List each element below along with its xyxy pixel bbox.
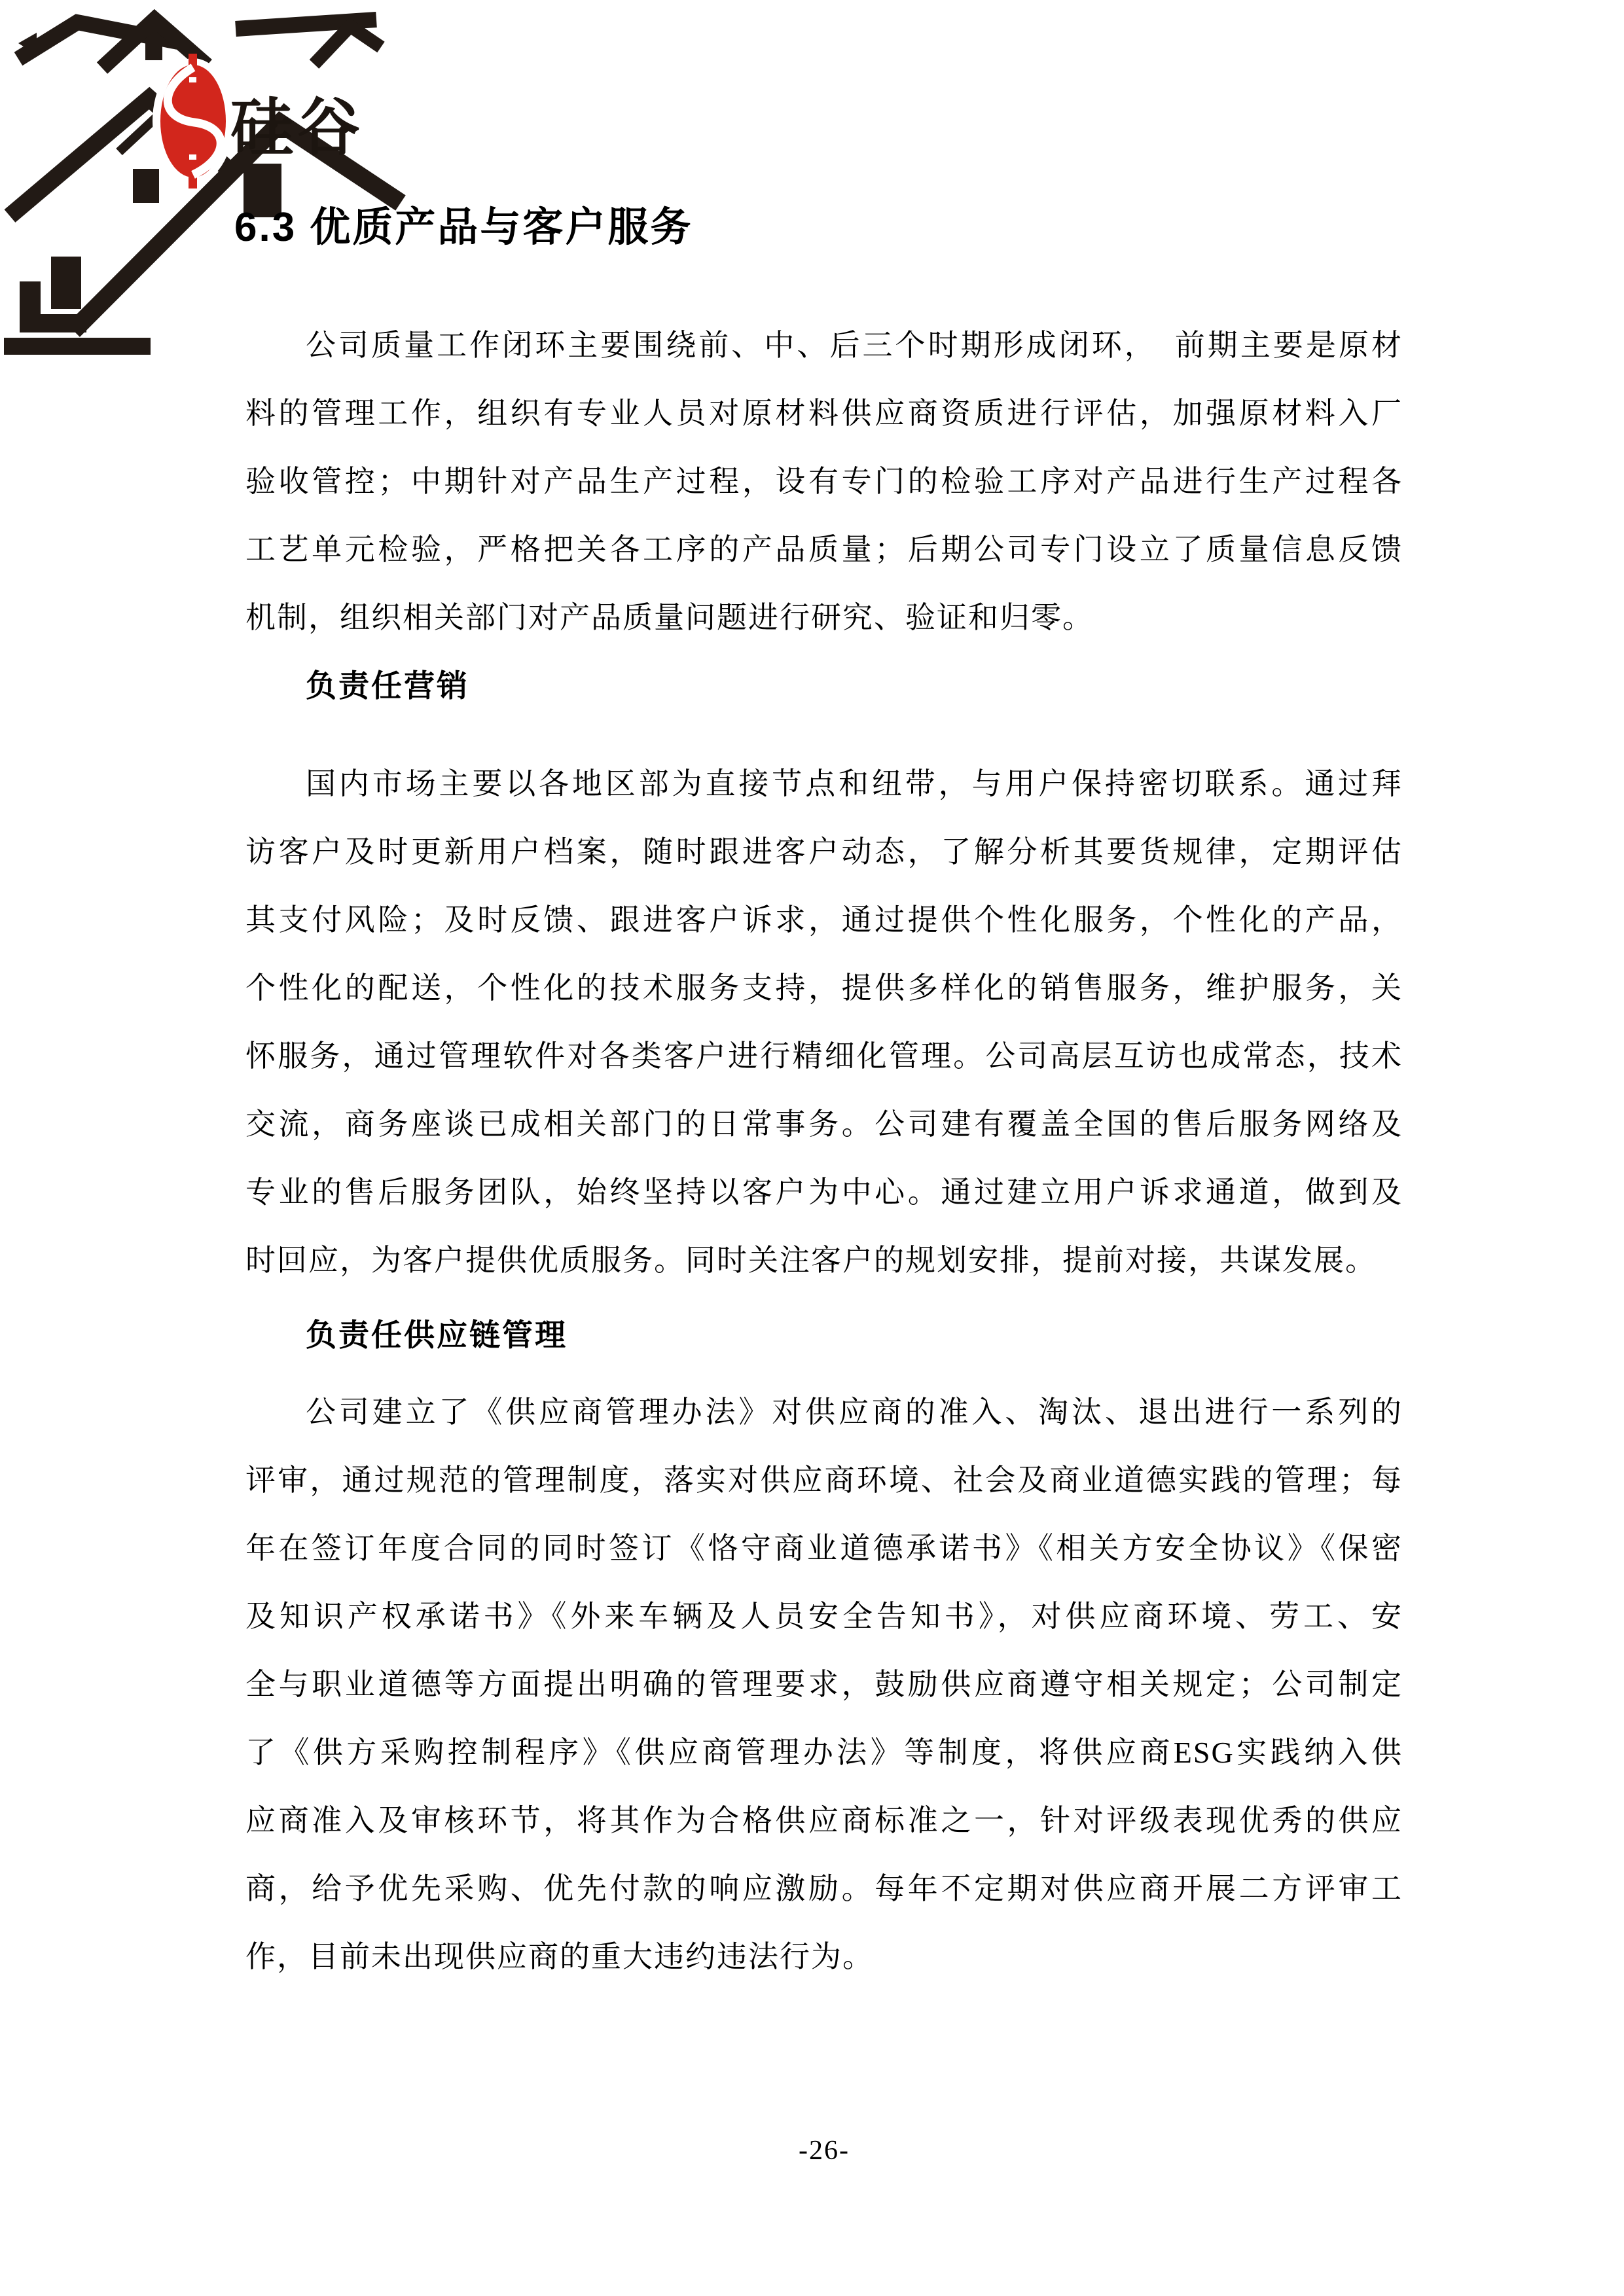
text-line: 料的管理工作，组织有专业人员对原材料供应商资质进行评估，加强原材料入厂 bbox=[245, 397, 1403, 430]
text-line: 年在签订年度合同的同时签订《恪守商业道德承诺书》《相关方安全协议》《保密 bbox=[245, 1532, 1403, 1565]
text-line: 了《供方采购控制程序》《供应商管理办法》等制度，将供应商ESG实践纳入供 bbox=[245, 1736, 1403, 1769]
subheading-responsible-marketing: 负责任营销 bbox=[306, 670, 469, 704]
text-line: 全与职业道德等方面提出明确的管理要求，鼓励供应商遵守相关规定；公司制定 bbox=[245, 1668, 1403, 1701]
brand-text: 硅谷 bbox=[230, 93, 364, 163]
text-line: 访客户及时更新用户档案，随时跟进客户动态，了解分析其要货规律，定期评估 bbox=[245, 835, 1403, 869]
text-line: 验收管控；中期针对产品生产过程，设有专门的检验工序对产品进行生产过程各 bbox=[245, 465, 1403, 498]
subheading-responsible-supply-chain: 负责任供应链管理 bbox=[306, 1319, 568, 1353]
text-line: 其支付风险；及时反馈、跟进客户诉求，通过提供个性化服务，个性化的产品， bbox=[245, 903, 1403, 937]
text-line: 作，目前未出现供应商的重大违约违法行为。 bbox=[245, 1940, 874, 1973]
text-line: 怀服务，通过管理软件对各类客户进行精细化管理。公司高层互访也成常态，技术 bbox=[245, 1039, 1403, 1073]
text-line: 专业的售后服务团队，始终坚持以客户为中心。通过建立用户诉求通道，做到及 bbox=[245, 1175, 1403, 1209]
text-line: 时回应，为客户提供优质服务。同时关注客户的规划安排，提前对接，共谋发展。 bbox=[245, 1244, 1377, 1277]
page-number: -26- bbox=[799, 2136, 850, 2166]
paragraph-quality-loop bbox=[245, 312, 1403, 652]
text-line: 国内市场主要以各地区部为直接节点和纽带，与用户保持密切联系。通过拜 bbox=[306, 767, 1403, 800]
text-line: 商，给予优先采购、优先付款的响应激励。每年不定期对供应商开展二方评审工 bbox=[245, 1872, 1403, 1905]
paragraph-customer-service bbox=[245, 750, 1403, 1295]
paragraph-supplier-management bbox=[245, 1378, 1403, 1991]
text-line: 交流，商务座谈已成相关部门的日常事务。公司建有覆盖全国的售后服务网络及 bbox=[245, 1107, 1403, 1141]
text-line: 应商准入及审核环节，将其作为合格供应商标准之一，针对评级表现优秀的供应 bbox=[245, 1804, 1403, 1837]
text-line: 及知识产权承诺书》《外来车辆及人员安全告知书》，对供应商环境、劳工、安 bbox=[245, 1600, 1403, 1633]
text-line: 工艺单元检验，严格把关各工序的产品质量；后期公司专门设立了质量信息反馈 bbox=[245, 533, 1403, 566]
text-line: 公司建立了《供应商管理办法》对供应商的准入、淘汰、退出进行一系列的 bbox=[306, 1395, 1403, 1429]
text-line: 评审，通过规范的管理制度，落实对供应商环境、社会及商业道德实践的管理；每 bbox=[245, 1463, 1403, 1497]
section-heading: 6.3 优质产品与客户服务 bbox=[234, 205, 693, 250]
text-line: 公司质量工作闭环主要围绕前、中、后三个时期形成闭环， 前期主要是原材 bbox=[306, 329, 1403, 362]
text-line: 机制，组织相关部门对产品质量问题进行研究、验证和归零。 bbox=[245, 601, 1094, 634]
text-line: 个性化的配送，个性化的技术服务支持，提供多样化的销售服务，维护服务，关 bbox=[245, 971, 1403, 1005]
